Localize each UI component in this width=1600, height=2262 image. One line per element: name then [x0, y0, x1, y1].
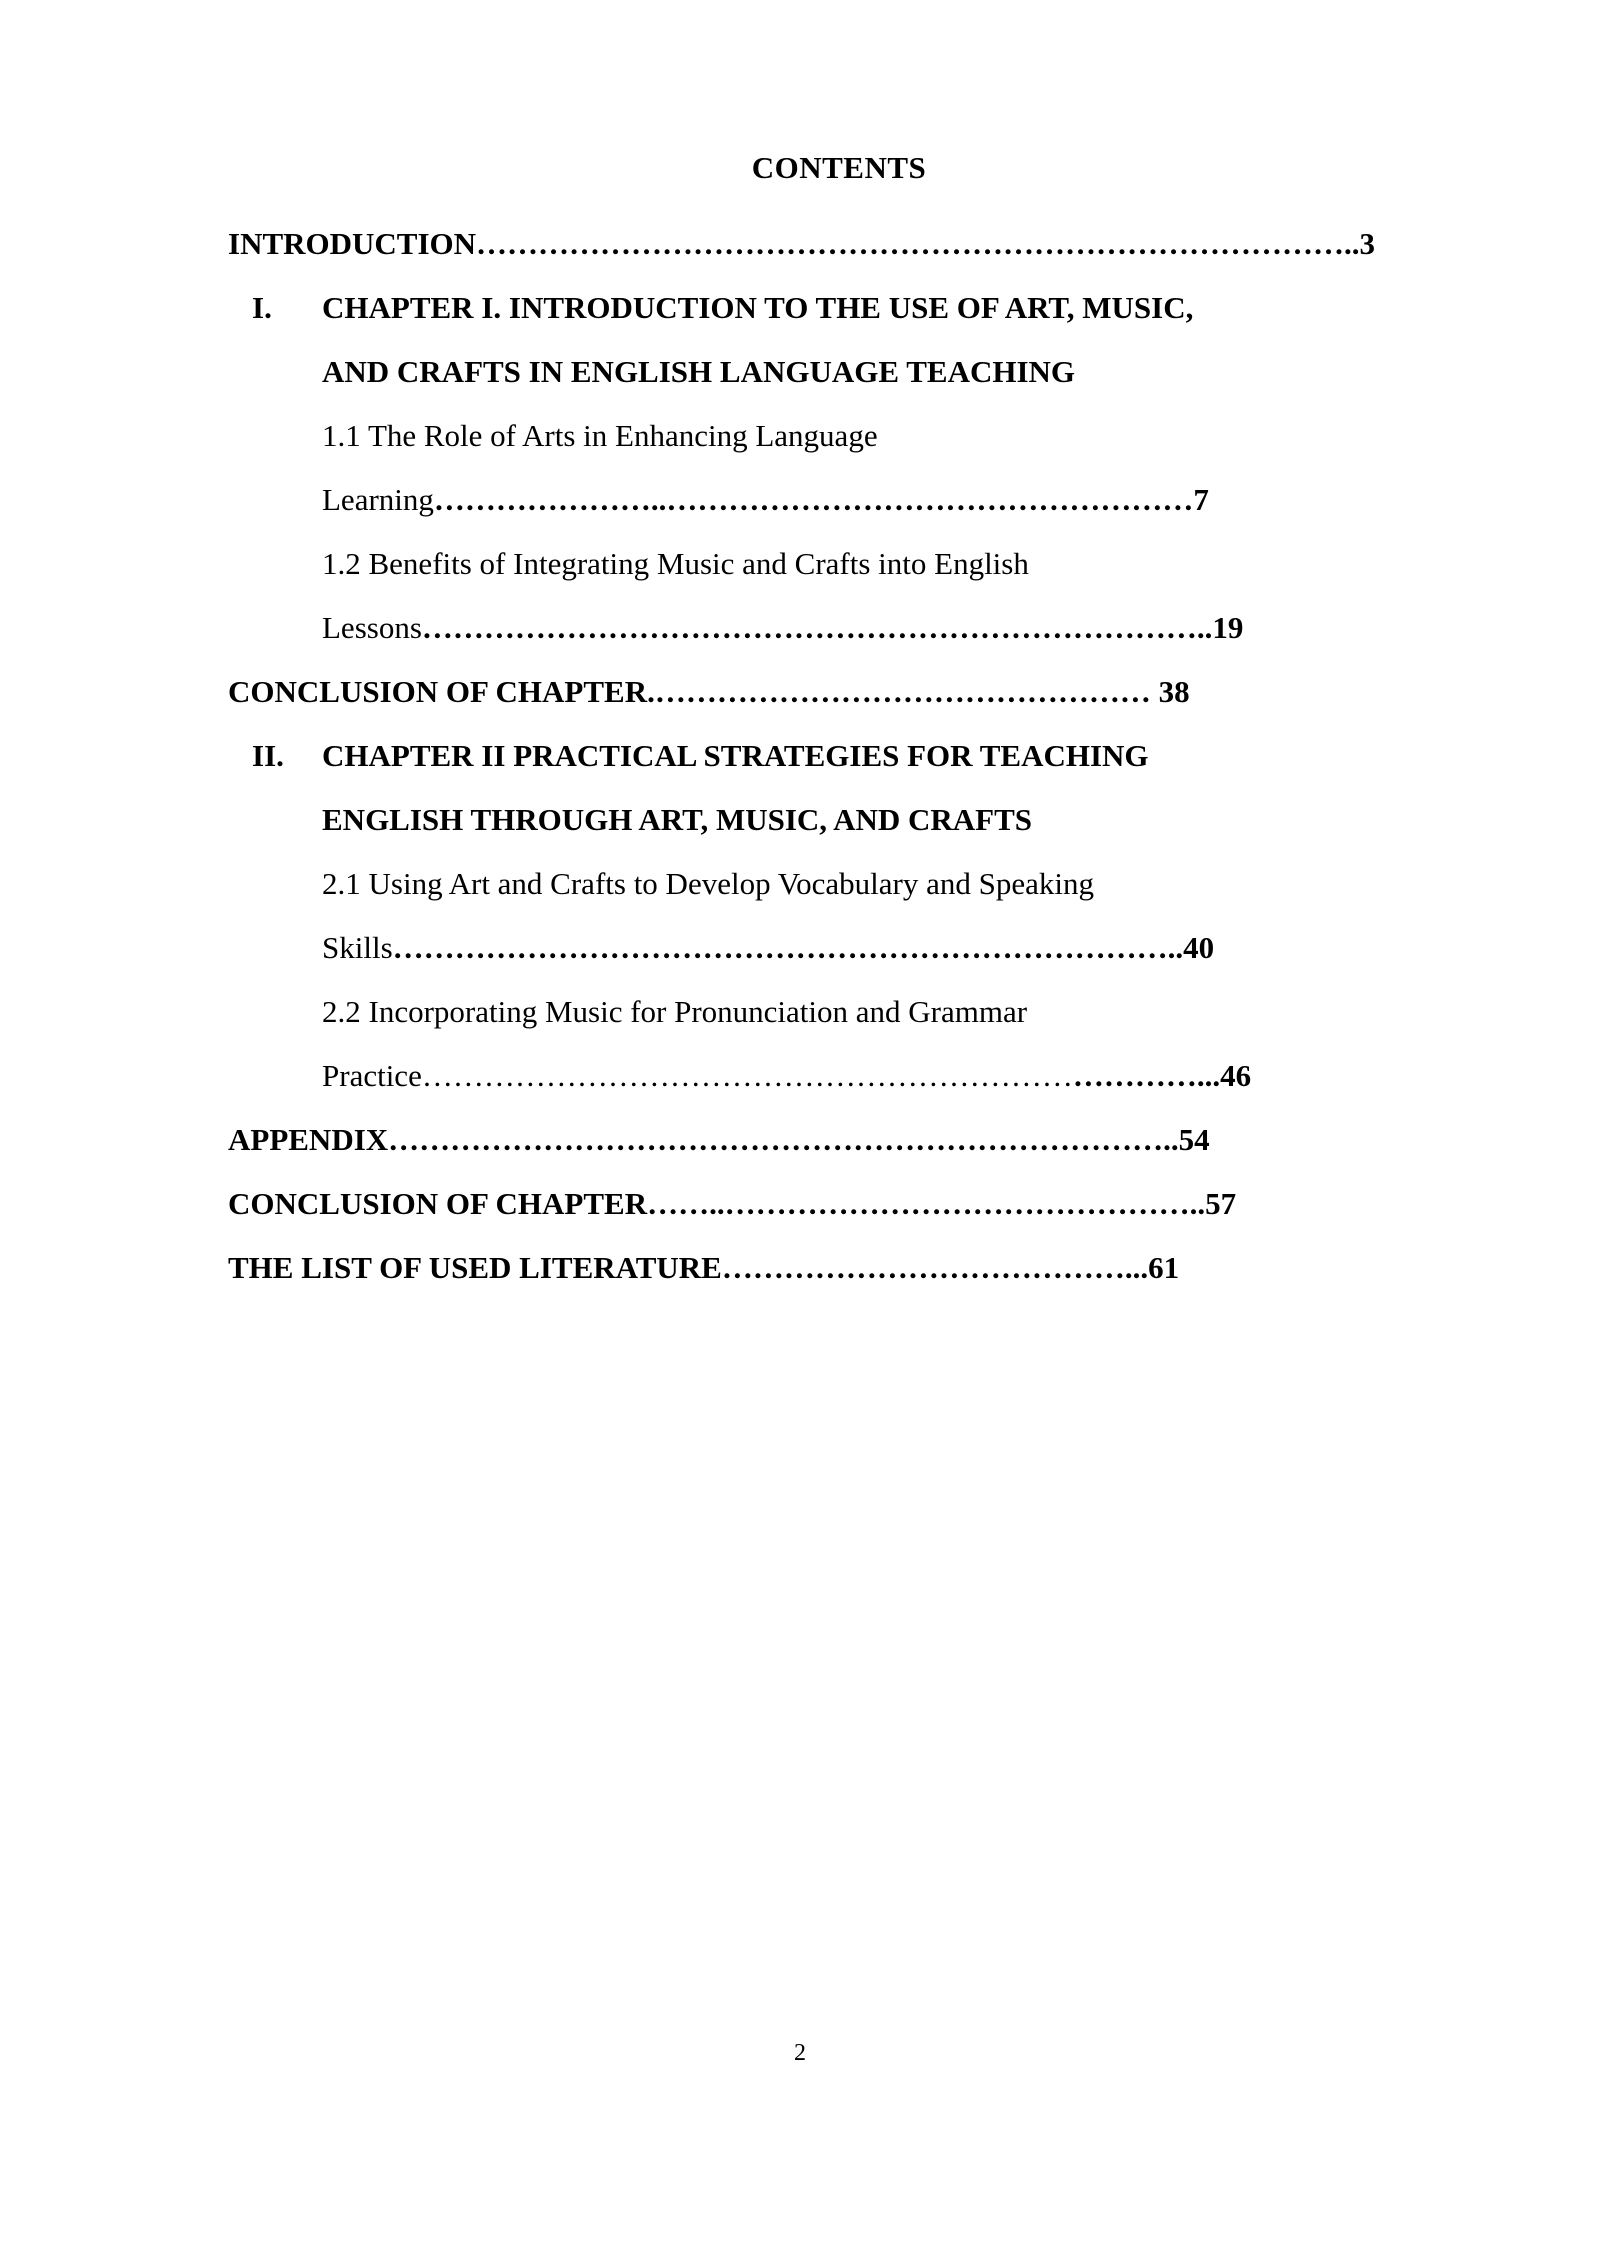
toc-entry-2-2-line-1[interactable]: 2.2 Incorporating Music for Pronunciation and Grammar	[322, 994, 1028, 1029]
toc-entry-1-2-line-1[interactable]: 1.2 Benefits of Integrating Music and Crafts into English	[322, 546, 1029, 581]
toc-page-number: 61	[1148, 1250, 1180, 1285]
toc-page-number: 54	[1178, 1122, 1210, 1157]
toc-entry-literature[interactable]	[228, 1236, 1450, 1300]
chapter-title-line-1: CHAPTER I. INTRODUCTION TO THE USE OF ART, MUSIC,	[322, 290, 1194, 325]
table-of-contents	[228, 150, 1450, 1300]
toc-entry-1-2-line-2[interactable]	[322, 596, 1450, 660]
toc-entry-label: Lessons	[322, 610, 422, 645]
toc-entry-label: APPENDIX	[228, 1122, 389, 1157]
toc-entry-1-1-line-2[interactable]	[322, 468, 1450, 532]
chapter-title-line-1: CHAPTER II PRACTICAL STRATEGIES FOR TEACHING	[322, 738, 1149, 773]
toc-entry-2-2-line-2[interactable]	[322, 1044, 1450, 1108]
toc-page-number: 7	[1193, 482, 1209, 517]
toc-entry-2-1-line-1[interactable]: 2.1 Using Art and Crafts to Develop Vocabulary and Speaking	[322, 866, 1095, 901]
toc-entry-label: Learning	[322, 482, 434, 517]
toc-entry-appendix[interactable]	[228, 1108, 1450, 1172]
toc-entry-label: THE LIST OF USED LITERATURE	[228, 1250, 722, 1285]
toc-entry-1-1-line-1[interactable]: 1.1 The Role of Arts in Enhancing Language	[322, 418, 878, 453]
toc-leader-dots: ……..………………………………………..	[647, 1186, 1206, 1221]
toc-entry-conclusion-chapter-2[interactable]	[228, 1172, 1450, 1236]
toc-entry-chapter-2[interactable]	[228, 724, 1450, 788]
toc-leader-dots: …………………………………………	[654, 674, 1151, 709]
toc-entry-label: CONCLUSION OF CHAPTER	[228, 1186, 648, 1221]
toc-page-number: 38	[1150, 674, 1190, 709]
toc-leader-dots: …………………………………………………………………..	[388, 1122, 1179, 1157]
toc-leader-dots: …………………………………………………………………………..	[476, 226, 1360, 261]
toc-entry-label: CONCLUSION OF CHAPTER.	[228, 674, 655, 709]
toc-page-number: 57	[1205, 1186, 1237, 1221]
toc-leader-dots: …………………………………...	[721, 1250, 1149, 1285]
toc-entry-introduction[interactable]	[228, 212, 1450, 276]
page-footer-number: 2	[794, 2040, 806, 2066]
toc-leader-dots: …………………………………………………………………..	[392, 930, 1184, 965]
toc-page-number: 3	[1359, 226, 1376, 261]
toc-page-number: 40	[1183, 930, 1215, 965]
toc-leader-dots-bold: …………...	[1072, 1058, 1221, 1093]
toc-entry-label: Practice	[322, 1058, 422, 1093]
chapter-title-line-2: ENGLISH THROUGH ART, MUSIC, AND CRAFTS	[322, 802, 1033, 837]
toc-leader-dots: …………………………………………………………………..	[421, 610, 1213, 645]
toc-entry-chapter-1[interactable]	[228, 276, 1450, 340]
toc-page-number: 46	[1220, 1058, 1252, 1093]
chapter-numeral: I.	[252, 290, 272, 325]
toc-entry-conclusion-chapter-1[interactable]	[228, 660, 1450, 724]
page-title: CONTENTS	[751, 150, 927, 185]
chapter-numeral: II.	[252, 738, 284, 773]
toc-page-number: 19	[1212, 610, 1244, 645]
toc-entry-label: INTRODUCTION	[228, 226, 477, 261]
chapter-title-line-2: AND CRAFTS IN ENGLISH LANGUAGE TEACHING	[322, 354, 1076, 389]
toc-entry-2-1-line-2[interactable]	[322, 916, 1450, 980]
toc-leader-dots: ………………………………………………………	[421, 1058, 1073, 1093]
toc-leader-dots: …………………..……………………………………………	[433, 482, 1194, 517]
toc-entry-label: Skills	[322, 930, 393, 965]
